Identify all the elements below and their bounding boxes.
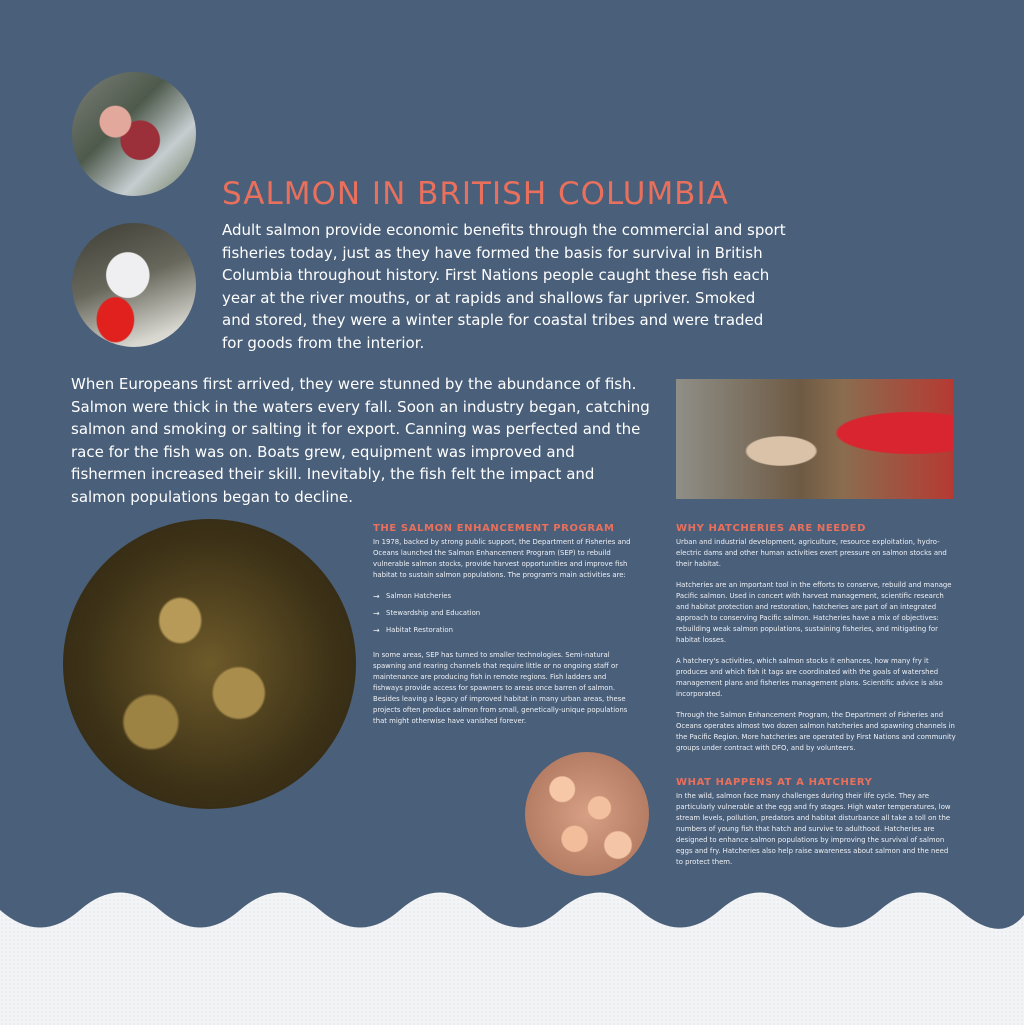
section-heading: THE SALMON ENHANCEMENT PROGRAM (373, 523, 615, 534)
section-paragraph: In the wild, salmon face many challenges during their life cycle. They are particularly vulnerable at the egg and fry stages. High water temperatures, low stream levels, pollution, predators and habitat disturbance all take a toll on the numbers of young fish that hatch and survive to adulthood. Hatcheries are designed to enhance salmon populations by improving the survival of salmon eggs and fry. Hatcheries also help raise awareness about salmon and the need to protect them. (676, 792, 951, 866)
photo-adult-salmon (72, 72, 196, 196)
section-paragraph: Hatcheries are an important tool in the efforts to conserve, rebuild and manage Pacific salmon. Used in concert with harvest management, scientific research and habitat protection and restoration, hatcheries are part of an integrated approach to conserving Pacific salmon. Hatcheries have a mix of objectives: rebuilding weak salmon populations, sustaining fisheries, and mitigating for habitat losses. (676, 581, 952, 644)
section-heading: WHY HATCHERIES ARE NEEDED (676, 523, 866, 534)
section-paragraph: In some areas, SEP has turned to smaller technologies. Semi-natural spawning and rearing channels that require little or no ongoing staff or maintenance are producing fish in remote regions. Fish ladders and fishways provide access for spawners to areas once barren of salmon. Besides leaving a legacy of improved habitat in many urban areas, these projects often produce salmon from small, genetically-unique populations that might otherwise have vanished forever. (373, 651, 628, 725)
section-salmon-enhancement-program (373, 523, 631, 737)
section-paragraph: In 1978, backed by strong public support, the Department of Fisheries and Oceans launched the Salmon Enhancement Program (SEP) to rebuild vulnerable salmon stocks, provide harvest opportunities and improve fish habitat to sustain salmon populations. The program's main activities are: (373, 538, 631, 579)
wave-footer (0, 850, 1024, 1025)
activities-list (373, 591, 631, 636)
arrow-right-icon: → (373, 626, 380, 635)
list-item: → Stewardship and Education (373, 609, 481, 618)
section-heading: WHAT HAPPENS AT A HATCHERY (676, 777, 873, 788)
list-item: → Salmon Hatcheries (373, 592, 452, 601)
intro-paragraph: Adult salmon provide economic benefits through the commercial and sport fisheries today, just as they have formed the basis for survival in British Columbia throughout history. First Nations people caught these fish each year at the river mouths, or at rapids and shallows far upriver. Smoked and stored, they were a winter staple for coastal tribes and were traded for goods from the interior. (222, 221, 786, 352)
section-why-hatcheries (676, 523, 956, 764)
page-title: SALMON IN BRITISH COLUMBIA (222, 176, 729, 212)
arrow-right-icon: → (373, 592, 380, 601)
photo-salmon-fry (63, 519, 356, 809)
list-item: → Habitat Restoration (373, 626, 453, 635)
history-paragraph: When Europeans first arrived, they were stunned by the abundance of fish. Salmon were thick in the waters every fall. Soon an industry began, catching salmon and smoking or salting it for export. Canning was perfected and the race for the fish was on. Boats grew, equipment was improved and fishermen increased their skill. Inevitably, the fish felt the impact and salmon populations began to decline. (71, 375, 650, 506)
arrow-right-icon: → (373, 609, 380, 618)
section-paragraph: Urban and industrial development, agriculture, resource exploitation, hydro-electric dams and other human activities exert pressure on salmon stocks and their habitat. (676, 538, 947, 568)
section-paragraph: A hatchery's activities, which salmon stocks it enhances, how many fry it produces and which fish it tags are coordinated with the goals of watershed management plans and fisheries management plans. Scientific advice is also incorporated. (676, 657, 943, 698)
photo-egg-tray (72, 223, 196, 347)
section-paragraph: Through the Salmon Enhancement Program, the Department of Fisheries and Oceans operates almost two dozen salmon hatcheries and spawning channels in the Pacific Region. More hatcheries are operated by First Nations and community groups under contract with DFO, and by volunteers. (676, 711, 956, 752)
photo-egg-collection (676, 379, 953, 499)
